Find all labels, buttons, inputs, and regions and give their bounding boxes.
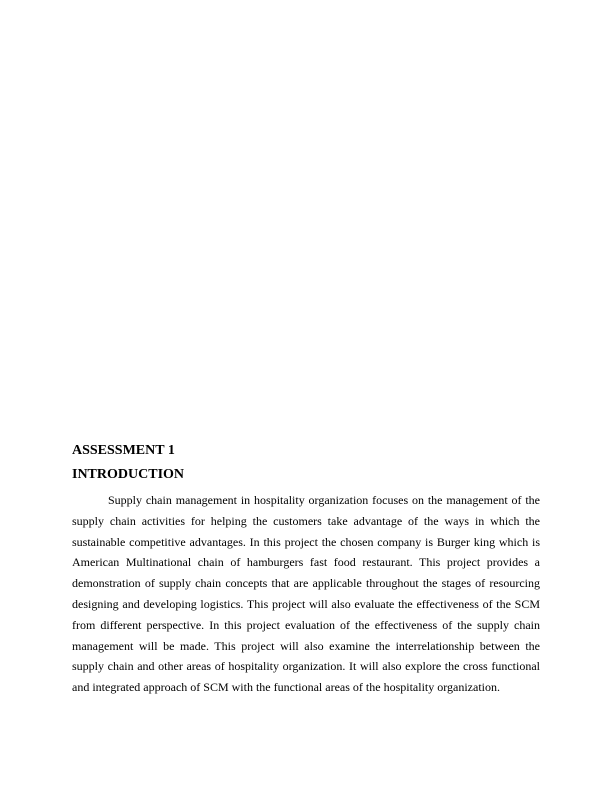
paragraph-line: demonstration of supply chain concepts that are applicable throughout the stages of resourcing bbox=[72, 576, 540, 591]
assessment-heading: ASSESSMENT 1 bbox=[72, 443, 175, 458]
paragraph-line: supply chain activities for helping the customers take advantage of the ways in which the bbox=[72, 513, 540, 528]
paragraph-line: designing and developing logistics. This project will also evaluate the effectiveness of the SCM bbox=[72, 596, 540, 611]
paragraph-line: from different perspective. In this project evaluation of the effectiveness of the supply chain bbox=[72, 617, 540, 632]
paragraph-line: sustainable competitive advantages. In this project the chosen company is Burger king which is bbox=[72, 534, 540, 549]
paragraph-line: Supply chain management in hospitality organization focuses on the management of the bbox=[108, 493, 540, 507]
paragraph-line: and integrated approach of SCM with the functional areas of the hospitality organization. bbox=[72, 680, 500, 695]
paragraph-line: American Multinational chain of hamburgers fast food restaurant. This project provides a bbox=[72, 555, 540, 570]
paragraph-line: management will be made. This project will also examine the interrelationship between the bbox=[72, 638, 540, 653]
introduction-paragraph bbox=[72, 490, 540, 698]
introduction-heading: INTRODUCTION bbox=[72, 467, 185, 482]
paragraph-line: supply chain and other areas of hospitality organization. It will also explore the cross functional bbox=[72, 659, 540, 674]
